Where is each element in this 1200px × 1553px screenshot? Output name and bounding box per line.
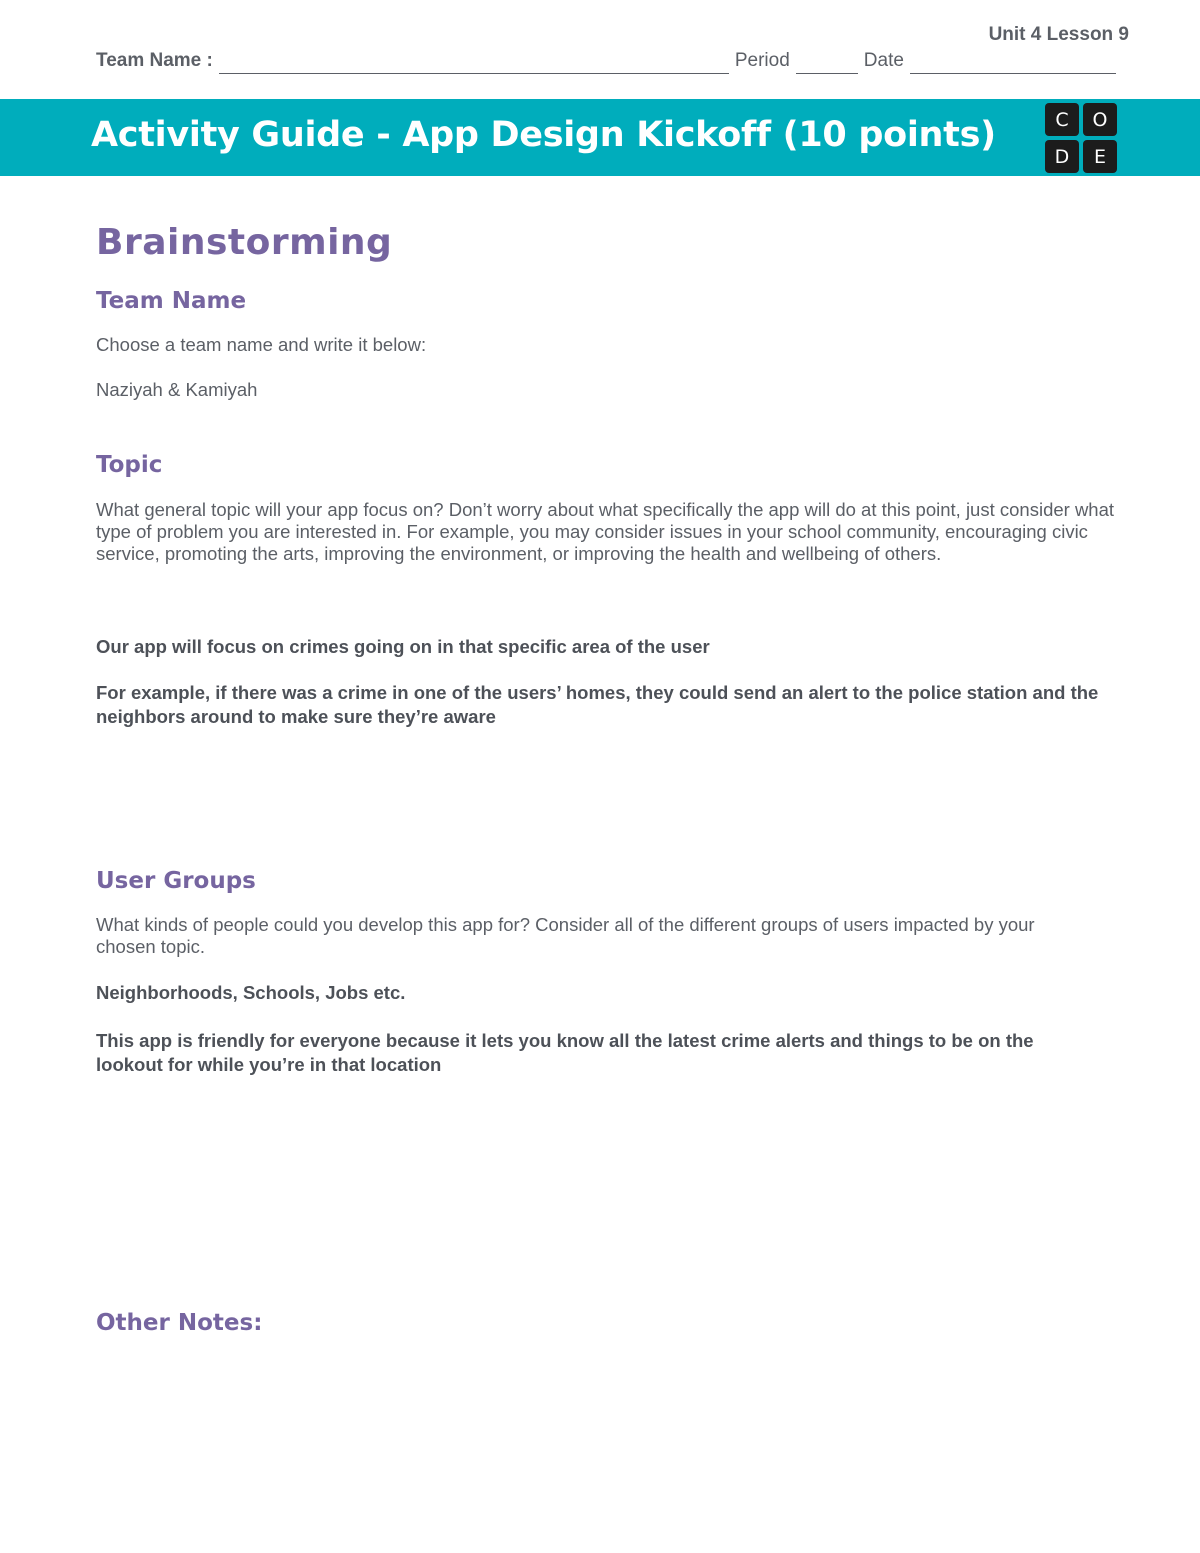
team-name-prompt: Choose a team name and write it below: (96, 334, 427, 355)
period-label: Period (734, 50, 790, 71)
heading-team-name: Team Name (96, 288, 247, 314)
heading-topic: Topic (96, 452, 163, 478)
heading-other-notes: Other Notes: (96, 1310, 263, 1336)
date-blank[interactable] (910, 51, 1116, 74)
team-name-blank[interactable] (219, 51, 729, 74)
topic-prompt: What general topic will your app focus on? Don’t worry about what specifically the app will do at this point, just consider what type of problem you are interested in. For example, you may consider issues in your school community, encouraging civic service, promoting the arts, improving the environment, or improving the health and wellbeing of others. (96, 499, 1115, 564)
user-groups-answer-2[interactable]: This app is friendly for everyone because it lets you know all the latest crime alerts and things to be on the lookout for while you’re in that location (96, 1030, 1034, 1075)
header-fields (96, 46, 1128, 74)
team-name-answer[interactable]: Naziyah & Kamiyah (96, 379, 258, 400)
period-blank[interactable] (796, 51, 858, 74)
lesson-label: Unit 4 Lesson 9 (988, 24, 1129, 45)
section-heading-brainstorming: Brainstorming (96, 222, 393, 263)
user-groups-answer-1[interactable]: Neighborhoods, Schools, Jobs etc. (96, 982, 406, 1003)
heading-user-groups: User Groups (96, 868, 256, 894)
logo-letter: O (1083, 103, 1117, 136)
logo-letter: D (1045, 140, 1079, 173)
logo-letter: E (1083, 140, 1117, 173)
topic-answer-1[interactable]: Our app will focus on crimes going on in that specific area of the user (96, 636, 710, 657)
team-name-label: Team Name : (96, 50, 213, 71)
logo-letter: C (1045, 103, 1079, 136)
date-label: Date (863, 50, 904, 71)
title-banner (0, 99, 1200, 176)
page-title: Activity Guide - App Design Kickoff (10 points) (91, 115, 996, 155)
user-groups-prompt: What kinds of people could you develop this app for? Consider all of the different groups of users impacted by your chosen topic. (96, 914, 1035, 957)
topic-answer-2[interactable]: For example, if there was a crime in one of the users’ homes, they could send an alert to the police station and the neighbors around to make sure they’re aware (96, 682, 1099, 727)
code-logo (1045, 103, 1117, 173)
